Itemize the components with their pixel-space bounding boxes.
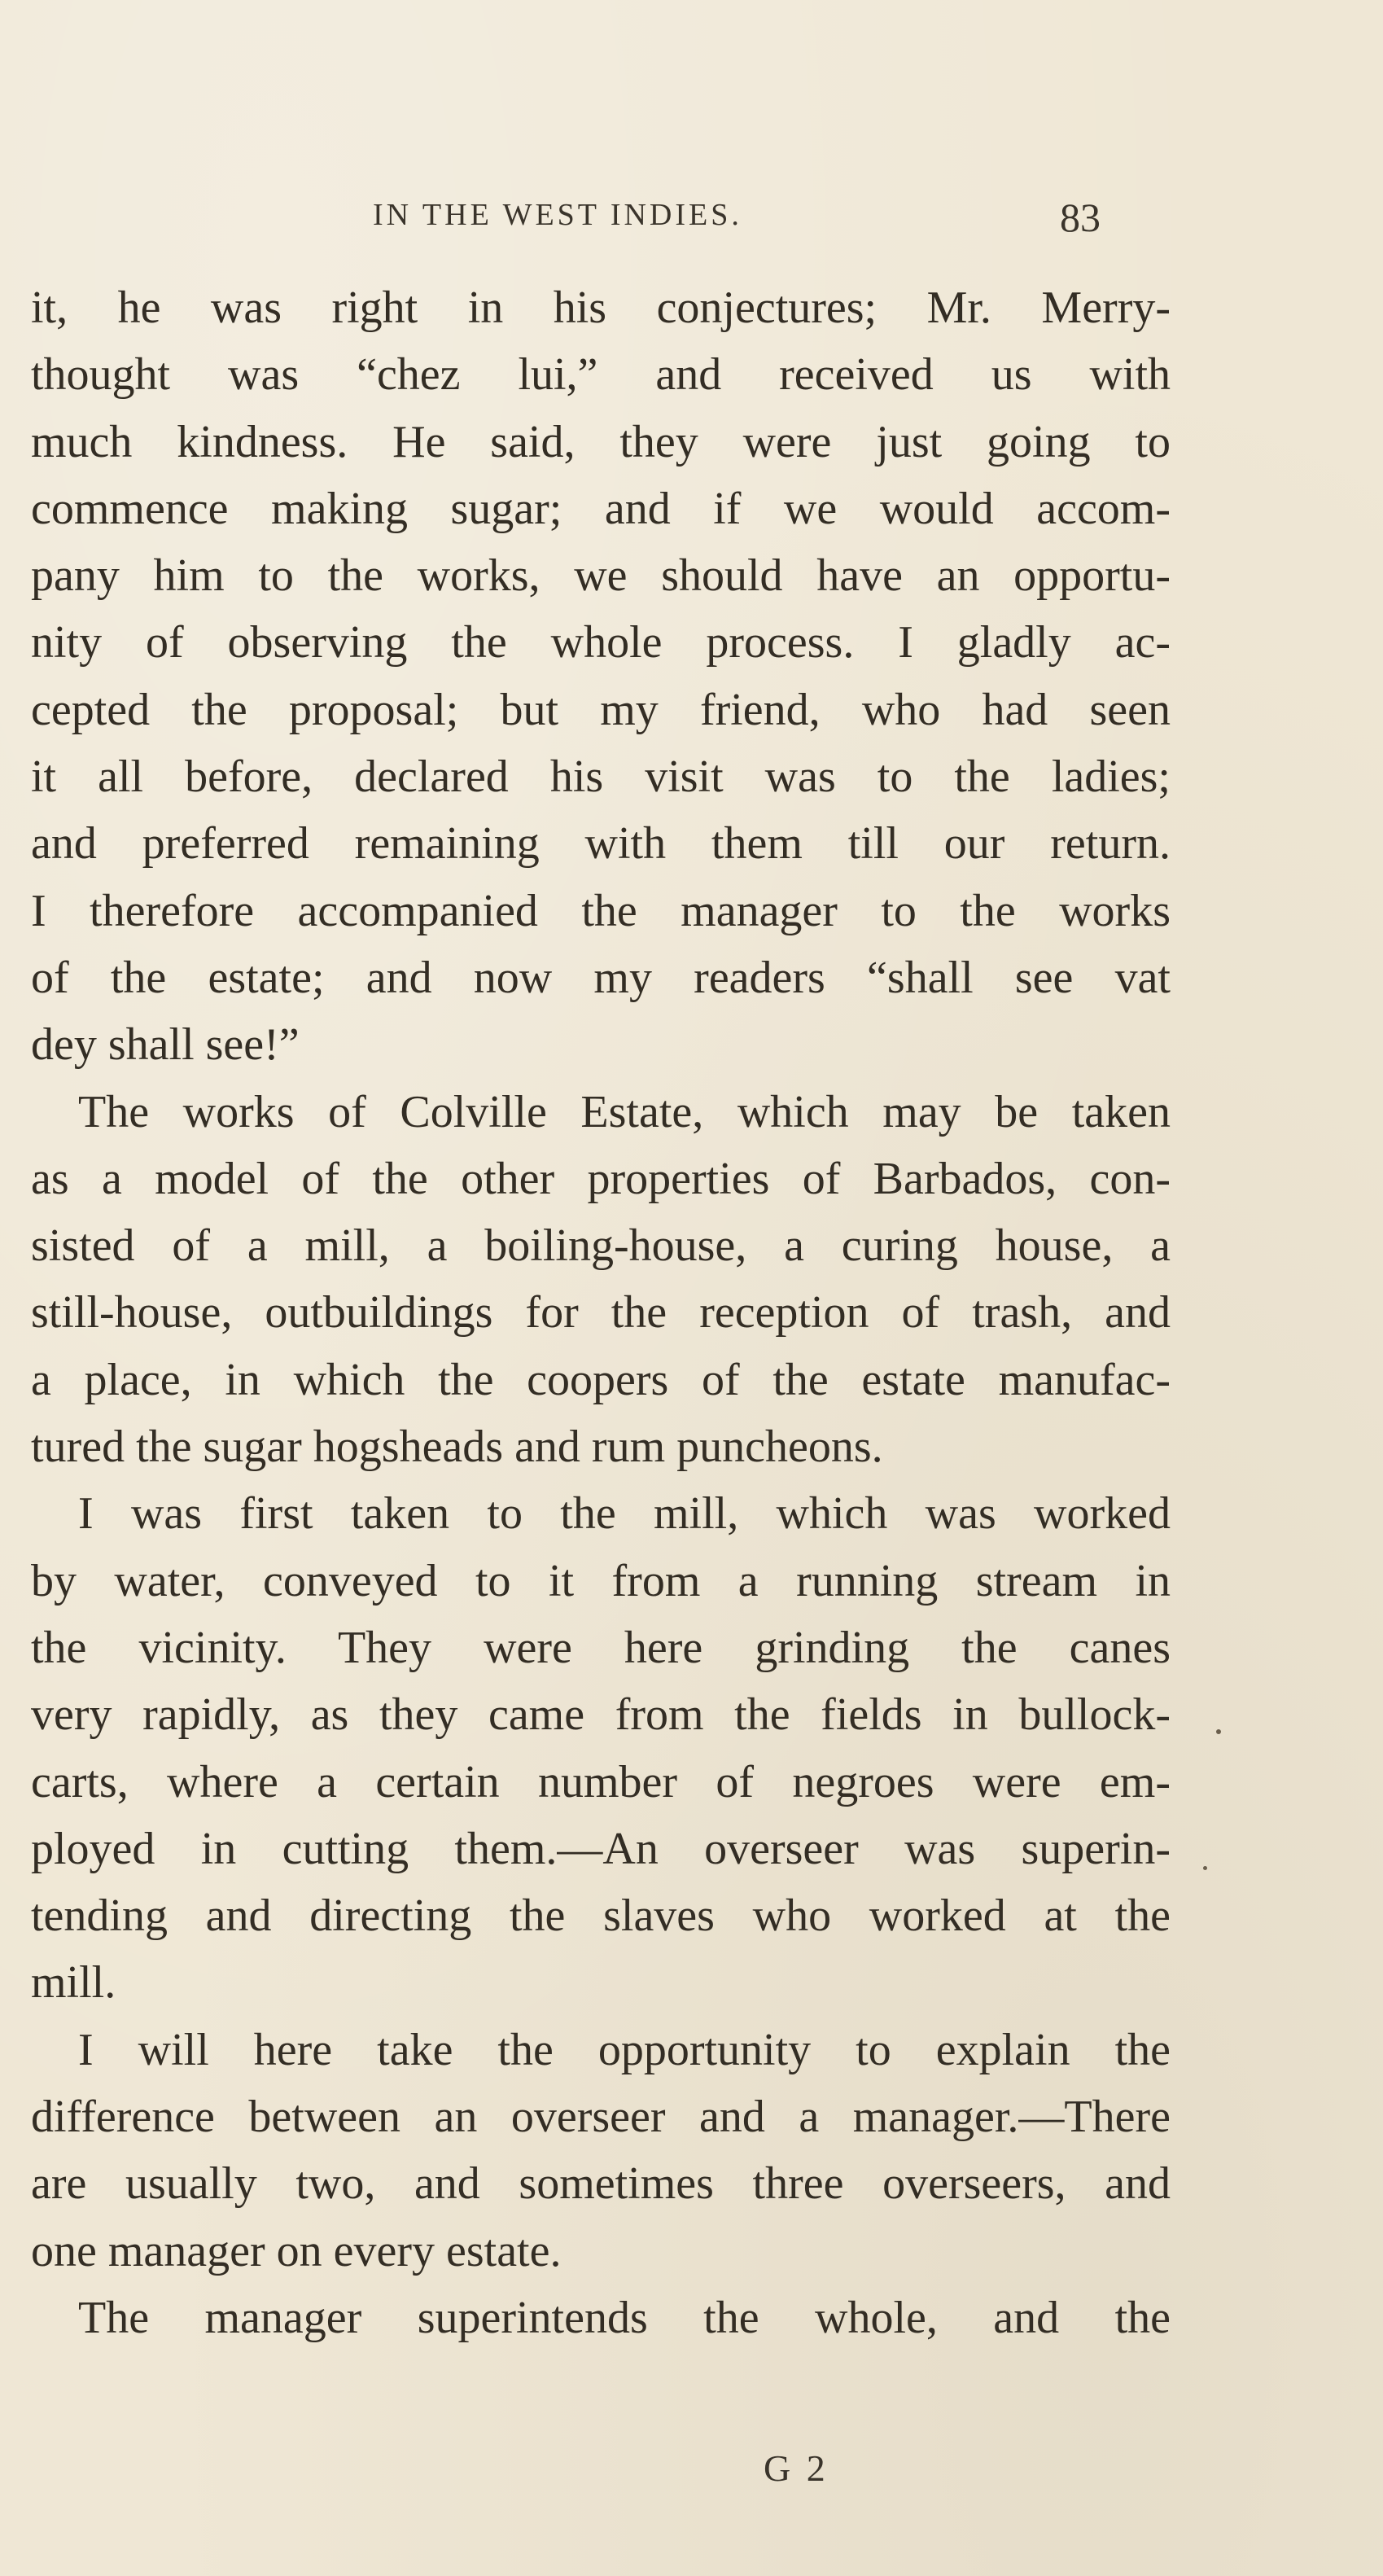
text-line: by water, conveyed to it from a running stream in <box>31 1555 1171 1606</box>
paragraph-start-line: The works of Colville Estate, which may be taken <box>78 1086 1171 1137</box>
paragraph-start-line: The manager superintends the whole, and the <box>78 2292 1171 2343</box>
paragraph-end-line: dey shall see!” <box>31 1019 300 1071</box>
text-line: difference between an overseer and a manager.—There <box>31 2092 1171 2143</box>
text-line: tending and directing the slaves who worked at the <box>31 1890 1171 1942</box>
text-line: I therefore accompanied the manager to the works <box>31 885 1171 936</box>
paragraph-start-line: I was first taken to the mill, which was worked <box>78 1488 1171 1540</box>
running-title: IN THE WEST INDIES. <box>373 198 742 232</box>
text-line: carts, where a certain number of negroes were em- <box>31 1756 1171 1807</box>
text-line: it all before, declared his visit was to the ladies; <box>31 751 1171 803</box>
text-line: still-house, outbuildings for the reception of trash, and <box>31 1287 1171 1338</box>
text-line: much kindness. He said, they were just going to <box>31 416 1171 467</box>
body-text <box>31 274 1171 2351</box>
text-line: ployed in cutting them.—An overseer was superin- <box>31 1823 1171 1874</box>
text-line: very rapidly, as they came from the fields in bullock- <box>31 1689 1171 1741</box>
text-line: and preferred remaining with them till our return. <box>31 818 1171 870</box>
text-line: it, he was right in his conjectures; Mr. Merry- <box>31 283 1171 333</box>
text-line: of the estate; and now my readers “shall see vat <box>31 952 1171 1003</box>
paragraph-end-line: one manager on every estate. <box>31 2225 562 2276</box>
paragraph-end-line: tured the sugar hogsheads and rum puncheons. <box>31 1422 883 1473</box>
ink-speck <box>1203 1866 1207 1870</box>
signature-mark: G 2 <box>764 2447 829 2489</box>
text-line: a place, in which the coopers of the estate manufac- <box>31 1354 1171 1405</box>
text-line: sisted of a mill, a boiling-house, a curing house, a <box>31 1220 1171 1272</box>
text-line: the vicinity. They were here grinding the canes <box>31 1622 1171 1673</box>
text-line: are usually two, and sometimes three overseers, and <box>31 2158 1171 2210</box>
paragraph-end-line: mill. <box>31 1957 116 2009</box>
page-number: 83 <box>1060 195 1101 240</box>
text-line: as a model of the other properties of Barbados, con- <box>31 1153 1171 1204</box>
running-head <box>33 194 1172 243</box>
ink-speck <box>1216 1729 1221 1734</box>
text-line: cepted the proposal; but my friend, who had seen <box>31 684 1171 735</box>
text-line: nity of observing the whole process. I gladly ac- <box>31 617 1171 668</box>
text-line: commence making sugar; and if we would accom- <box>31 483 1171 534</box>
paragraph-start-line: I will here take the opportunity to explain the <box>78 2024 1171 2075</box>
text-line: pany him to the works, we should have an opportu- <box>31 550 1171 602</box>
text-line: thought was “chez lui,” and received us with <box>31 349 1171 401</box>
